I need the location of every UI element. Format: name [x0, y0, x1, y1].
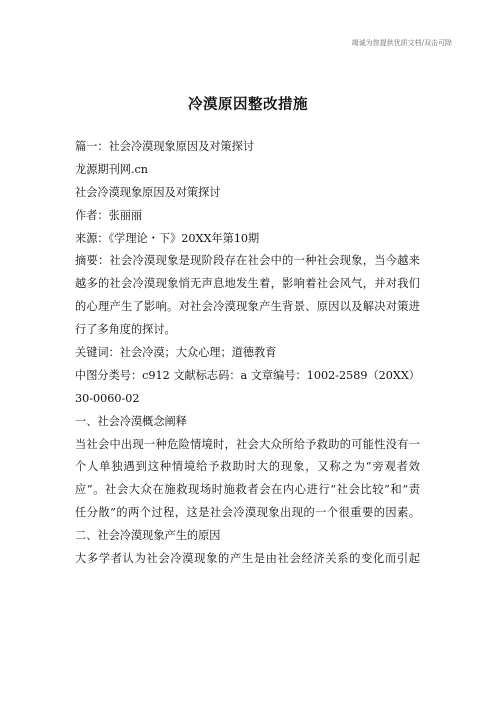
- paragraph-line: 当社会中出现一种危险情境时，社会大众所给予救助的可能性没有一: [75, 437, 420, 451]
- abstract-line: 行了多角度的探讨。: [75, 323, 176, 337]
- abstract-line: 摘要：社会冷漠现象是现阶段存在社会中的一种社会现象，当今越来: [75, 254, 420, 268]
- abstract-line: 越多的社会冷漠现象悄无声息地发生着，影响着社会风气，并对我们: [75, 277, 420, 291]
- paragraph-line: 任分散”的两个过程，这是社会冷漠现象出现的一个很重要的因素。: [75, 506, 420, 520]
- abstract-line: 的心理产生了影响。对社会冷漠现象产生背景、原因以及解决对策进: [75, 300, 420, 314]
- document-title: 冷漠原因整改措施: [188, 96, 308, 113]
- paragraph-line: 个人单独遇到这种情境给予救助时大的现象，又称之为“旁观者效: [75, 460, 420, 474]
- keywords-line: 关键词：社会冷漠；大众心理；道德教育: [75, 346, 277, 360]
- classification-line: 30-0060-02: [75, 391, 140, 405]
- document-body: [75, 136, 420, 571]
- section-heading: 二、社会冷漠现象产生的原因: [75, 529, 221, 543]
- section-heading-article-one: 篇一：社会冷漠现象原因及对策探讨: [75, 140, 255, 153]
- article-title: 社会冷漠现象原因及对策探讨: [75, 185, 221, 199]
- paragraph-line: 应”。社会大众在施救现场时施救者会在内心进行“社会比较”和“责: [75, 483, 420, 497]
- header-note: 竭诚为您提供优质文档/双击可除: [351, 39, 452, 47]
- classification-line: 中图分类号：c912 文献标志码：a 文章编号：1002-2589（20XX）: [75, 368, 420, 382]
- source-website: 龙源期刊网.cn: [75, 162, 148, 176]
- paragraph-line: 大多学者认为社会冷漠现象的产生是由社会经济关系的变化而引起: [75, 552, 420, 566]
- section-heading: 一、社会冷漠概念阐释: [75, 414, 187, 428]
- source-line: 来源：《学理论・下》20XX年第10期: [75, 231, 260, 245]
- author-line: 作者：张丽丽: [75, 208, 143, 222]
